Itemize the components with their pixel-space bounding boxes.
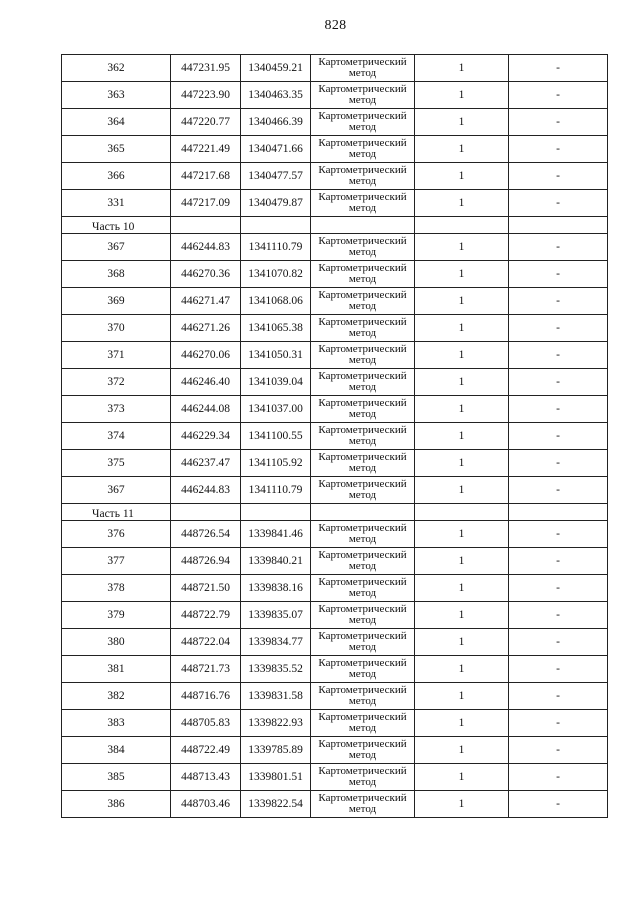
point-number-cell: 371 xyxy=(62,342,171,369)
empty-cell xyxy=(509,217,608,234)
point-number-cell: 366 xyxy=(62,163,171,190)
accuracy-cell: 1 xyxy=(415,683,509,710)
method-text-line2: метод xyxy=(348,749,377,761)
method-cell xyxy=(311,234,415,261)
x-coordinate-cell: 447221.49 xyxy=(171,136,241,163)
table-row xyxy=(62,602,608,629)
x-coordinate-cell: 447231.95 xyxy=(171,55,241,82)
method-cell xyxy=(311,737,415,764)
accuracy-cell: 1 xyxy=(415,396,509,423)
section-label: Часть 10 xyxy=(62,217,171,234)
y-coordinate-cell: 1339834.77 xyxy=(241,629,311,656)
y-coordinate-cell: 1341100.55 xyxy=(241,423,311,450)
x-coordinate-cell: 448705.83 xyxy=(171,710,241,737)
x-coordinate-cell: 446246.40 xyxy=(171,369,241,396)
table-row xyxy=(62,82,608,109)
accuracy-cell: 1 xyxy=(415,477,509,504)
y-coordinate-cell: 1340471.66 xyxy=(241,136,311,163)
description-cell: - xyxy=(509,683,608,710)
point-number-cell: 384 xyxy=(62,737,171,764)
x-coordinate-cell: 446244.83 xyxy=(171,234,241,261)
point-number-cell: 386 xyxy=(62,791,171,818)
point-number-cell: 365 xyxy=(62,136,171,163)
method-cell xyxy=(311,423,415,450)
description-cell: - xyxy=(509,190,608,217)
method-text-line2: метод xyxy=(348,148,377,160)
description-cell: - xyxy=(509,629,608,656)
method-text-line2: метод xyxy=(348,327,377,339)
x-coordinate-cell: 448722.04 xyxy=(171,629,241,656)
table-row xyxy=(62,55,608,82)
method-text-line2: метод xyxy=(348,67,377,79)
table-row xyxy=(62,342,608,369)
x-coordinate-cell: 446237.47 xyxy=(171,450,241,477)
y-coordinate-cell: 1339822.93 xyxy=(241,710,311,737)
accuracy-cell: 1 xyxy=(415,136,509,163)
x-coordinate-cell: 446244.08 xyxy=(171,396,241,423)
accuracy-cell: 1 xyxy=(415,521,509,548)
description-cell: - xyxy=(509,521,608,548)
method-cell xyxy=(311,629,415,656)
method-text-line1: Картометрический xyxy=(318,262,407,274)
table-row xyxy=(62,764,608,791)
description-cell: - xyxy=(509,575,608,602)
table-row xyxy=(62,136,608,163)
empty-cell xyxy=(415,217,509,234)
point-number-cell: 382 xyxy=(62,683,171,710)
x-coordinate-cell: 446271.26 xyxy=(171,315,241,342)
point-number-cell: 372 xyxy=(62,369,171,396)
x-coordinate-cell: 448703.46 xyxy=(171,791,241,818)
x-coordinate-cell: 447223.90 xyxy=(171,82,241,109)
point-number-cell: 381 xyxy=(62,656,171,683)
empty-cell xyxy=(171,217,241,234)
accuracy-cell: 1 xyxy=(415,82,509,109)
method-text-line2: метод xyxy=(348,354,377,366)
method-text-line1: Картометрический xyxy=(318,83,407,95)
accuracy-cell: 1 xyxy=(415,575,509,602)
x-coordinate-cell: 446270.06 xyxy=(171,342,241,369)
point-number-cell: 377 xyxy=(62,548,171,575)
method-cell xyxy=(311,548,415,575)
description-cell: - xyxy=(509,82,608,109)
accuracy-cell: 1 xyxy=(415,163,509,190)
method-text-line1: Картометрический xyxy=(318,576,407,588)
table-row xyxy=(62,190,608,217)
y-coordinate-cell: 1340479.87 xyxy=(241,190,311,217)
method-text-line2: метод xyxy=(348,587,377,599)
accuracy-cell: 1 xyxy=(415,109,509,136)
x-coordinate-cell: 447220.77 xyxy=(171,109,241,136)
method-text-line2: метод xyxy=(348,381,377,393)
section-header-row xyxy=(62,217,608,234)
section-header-row xyxy=(62,504,608,521)
accuracy-cell: 1 xyxy=(415,190,509,217)
empty-cell xyxy=(415,504,509,521)
method-cell xyxy=(311,163,415,190)
method-cell xyxy=(311,55,415,82)
point-number-cell: 368 xyxy=(62,261,171,288)
method-cell xyxy=(311,450,415,477)
x-coordinate-cell: 448713.43 xyxy=(171,764,241,791)
point-number-cell: 373 xyxy=(62,396,171,423)
table-row xyxy=(62,710,608,737)
y-coordinate-cell: 1339835.07 xyxy=(241,602,311,629)
method-cell xyxy=(311,477,415,504)
table-row xyxy=(62,737,608,764)
table-row xyxy=(62,521,608,548)
method-text-line2: метод xyxy=(348,408,377,420)
y-coordinate-cell: 1339822.54 xyxy=(241,791,311,818)
table-row xyxy=(62,548,608,575)
x-coordinate-cell: 448716.76 xyxy=(171,683,241,710)
method-cell xyxy=(311,342,415,369)
section-label: Часть 11 xyxy=(62,504,171,521)
table-row xyxy=(62,477,608,504)
method-text-line2: метод xyxy=(348,273,377,285)
table-row xyxy=(62,575,608,602)
y-coordinate-cell: 1339840.21 xyxy=(241,548,311,575)
description-cell: - xyxy=(509,791,608,818)
method-text-line2: метод xyxy=(348,175,377,187)
y-coordinate-cell: 1340463.35 xyxy=(241,82,311,109)
x-coordinate-cell: 448722.49 xyxy=(171,737,241,764)
description-cell: - xyxy=(509,315,608,342)
description-cell: - xyxy=(509,423,608,450)
method-text-line1: Картометрический xyxy=(318,451,407,463)
method-cell xyxy=(311,109,415,136)
y-coordinate-cell: 1340477.57 xyxy=(241,163,311,190)
empty-cell xyxy=(311,217,415,234)
method-cell xyxy=(311,656,415,683)
x-coordinate-cell: 446244.83 xyxy=(171,477,241,504)
description-cell: - xyxy=(509,548,608,575)
method-text-line1: Картометрический xyxy=(318,316,407,328)
accuracy-cell: 1 xyxy=(415,629,509,656)
table-row xyxy=(62,629,608,656)
accuracy-cell: 1 xyxy=(415,450,509,477)
method-text-line1: Картометрический xyxy=(318,343,407,355)
description-cell: - xyxy=(509,136,608,163)
method-cell xyxy=(311,136,415,163)
method-text-line2: метод xyxy=(348,560,377,572)
method-text-line1: Картометрический xyxy=(318,765,407,777)
method-text-line1: Картометрический xyxy=(318,370,407,382)
method-cell xyxy=(311,764,415,791)
method-text-line2: метод xyxy=(348,803,377,815)
x-coordinate-cell: 448722.79 xyxy=(171,602,241,629)
accuracy-cell: 1 xyxy=(415,55,509,82)
method-cell xyxy=(311,369,415,396)
y-coordinate-cell: 1339785.89 xyxy=(241,737,311,764)
table-row xyxy=(62,423,608,450)
point-number-cell: 363 xyxy=(62,82,171,109)
method-text-line1: Картометрический xyxy=(318,137,407,149)
method-text-line1: Картометрический xyxy=(318,478,407,490)
point-number-cell: 385 xyxy=(62,764,171,791)
method-text-line2: метод xyxy=(348,668,377,680)
empty-cell xyxy=(509,504,608,521)
y-coordinate-cell: 1340466.39 xyxy=(241,109,311,136)
point-number-cell: 383 xyxy=(62,710,171,737)
method-text-line2: метод xyxy=(348,435,377,447)
method-text-line1: Картометрический xyxy=(318,603,407,615)
y-coordinate-cell: 1341070.82 xyxy=(241,261,311,288)
description-cell: - xyxy=(509,234,608,261)
table-row xyxy=(62,656,608,683)
table-row xyxy=(62,450,608,477)
method-text-line1: Картометрический xyxy=(318,110,407,122)
method-text-line2: метод xyxy=(348,94,377,106)
accuracy-cell: 1 xyxy=(415,791,509,818)
table-row xyxy=(62,288,608,315)
empty-cell xyxy=(171,504,241,521)
point-number-cell: 374 xyxy=(62,423,171,450)
description-cell: - xyxy=(509,288,608,315)
table-row xyxy=(62,396,608,423)
point-number-cell: 380 xyxy=(62,629,171,656)
method-text-line2: метод xyxy=(348,300,377,312)
x-coordinate-cell: 448721.50 xyxy=(171,575,241,602)
method-text-line2: метод xyxy=(348,641,377,653)
method-text-line2: метод xyxy=(348,489,377,501)
table-row xyxy=(62,234,608,261)
method-text-line1: Картометрический xyxy=(318,738,407,750)
description-cell: - xyxy=(509,261,608,288)
point-number-cell: 367 xyxy=(62,477,171,504)
table-row xyxy=(62,315,608,342)
x-coordinate-cell: 448726.94 xyxy=(171,548,241,575)
y-coordinate-cell: 1341110.79 xyxy=(241,234,311,261)
y-coordinate-cell: 1341039.04 xyxy=(241,369,311,396)
method-text-line1: Картометрический xyxy=(318,792,407,804)
x-coordinate-cell: 448721.73 xyxy=(171,656,241,683)
y-coordinate-cell: 1341037.00 xyxy=(241,396,311,423)
point-number-cell: 367 xyxy=(62,234,171,261)
method-text-line1: Картометрический xyxy=(318,630,407,642)
x-coordinate-cell: 447217.09 xyxy=(171,190,241,217)
accuracy-cell: 1 xyxy=(415,261,509,288)
method-cell xyxy=(311,683,415,710)
method-text-line2: метод xyxy=(348,533,377,545)
x-coordinate-cell: 448726.54 xyxy=(171,521,241,548)
point-number-cell: 378 xyxy=(62,575,171,602)
description-cell: - xyxy=(509,55,608,82)
x-coordinate-cell: 446271.47 xyxy=(171,288,241,315)
page-number: 828 xyxy=(324,18,347,33)
method-cell xyxy=(311,261,415,288)
point-number-cell: 379 xyxy=(62,602,171,629)
method-text-line1: Картометрический xyxy=(318,657,407,669)
method-text-line1: Картометрический xyxy=(318,549,407,561)
accuracy-cell: 1 xyxy=(415,234,509,261)
method-cell xyxy=(311,288,415,315)
method-text-line1: Картометрический xyxy=(318,424,407,436)
y-coordinate-cell: 1340459.21 xyxy=(241,55,311,82)
method-cell xyxy=(311,521,415,548)
description-cell: - xyxy=(509,342,608,369)
y-coordinate-cell: 1339835.52 xyxy=(241,656,311,683)
y-coordinate-cell: 1339838.16 xyxy=(241,575,311,602)
table-row xyxy=(62,163,608,190)
method-text-line2: метод xyxy=(348,462,377,474)
method-cell xyxy=(311,602,415,629)
empty-cell xyxy=(311,504,415,521)
accuracy-cell: 1 xyxy=(415,602,509,629)
table-row xyxy=(62,369,608,396)
method-cell xyxy=(311,190,415,217)
description-cell: - xyxy=(509,710,608,737)
coordinates-table-body xyxy=(62,55,608,818)
y-coordinate-cell: 1341050.31 xyxy=(241,342,311,369)
method-text-line1: Картометрический xyxy=(318,289,407,301)
description-cell: - xyxy=(509,369,608,396)
method-text-line1: Картометрический xyxy=(318,56,407,68)
empty-cell xyxy=(241,504,311,521)
accuracy-cell: 1 xyxy=(415,369,509,396)
method-text-line2: метод xyxy=(348,614,377,626)
accuracy-cell: 1 xyxy=(415,710,509,737)
y-coordinate-cell: 1341068.06 xyxy=(241,288,311,315)
point-number-cell: 370 xyxy=(62,315,171,342)
accuracy-cell: 1 xyxy=(415,342,509,369)
description-cell: - xyxy=(509,477,608,504)
x-coordinate-cell: 446229.34 xyxy=(171,423,241,450)
y-coordinate-cell: 1339801.51 xyxy=(241,764,311,791)
description-cell: - xyxy=(509,737,608,764)
point-number-cell: 376 xyxy=(62,521,171,548)
accuracy-cell: 1 xyxy=(415,315,509,342)
method-cell xyxy=(311,315,415,342)
accuracy-cell: 1 xyxy=(415,288,509,315)
method-cell xyxy=(311,396,415,423)
y-coordinate-cell: 1339831.58 xyxy=(241,683,311,710)
method-cell xyxy=(311,791,415,818)
accuracy-cell: 1 xyxy=(415,764,509,791)
method-text-line1: Картометрический xyxy=(318,684,407,696)
point-number-cell: 362 xyxy=(62,55,171,82)
method-text-line1: Картометрический xyxy=(318,397,407,409)
empty-cell xyxy=(241,217,311,234)
point-number-cell: 331 xyxy=(62,190,171,217)
accuracy-cell: 1 xyxy=(415,656,509,683)
y-coordinate-cell: 1339841.46 xyxy=(241,521,311,548)
method-text-line2: метод xyxy=(348,202,377,214)
accuracy-cell: 1 xyxy=(415,548,509,575)
table-row xyxy=(62,109,608,136)
y-coordinate-cell: 1341105.92 xyxy=(241,450,311,477)
accuracy-cell: 1 xyxy=(415,737,509,764)
x-coordinate-cell: 447217.68 xyxy=(171,163,241,190)
method-cell xyxy=(311,575,415,602)
method-text-line1: Картометрический xyxy=(318,164,407,176)
description-cell: - xyxy=(509,602,608,629)
point-number-cell: 375 xyxy=(62,450,171,477)
method-text-line2: метод xyxy=(348,246,377,258)
table-row xyxy=(62,683,608,710)
description-cell: - xyxy=(509,450,608,477)
y-coordinate-cell: 1341065.38 xyxy=(241,315,311,342)
point-number-cell: 369 xyxy=(62,288,171,315)
table-row xyxy=(62,261,608,288)
method-text-line2: метод xyxy=(348,121,377,133)
method-text-line1: Картометрический xyxy=(318,522,407,534)
description-cell: - xyxy=(509,109,608,136)
coordinates-table xyxy=(61,54,608,818)
method-text-line1: Картометрический xyxy=(318,711,407,723)
method-text-line1: Картометрический xyxy=(318,235,407,247)
table-row xyxy=(62,791,608,818)
y-coordinate-cell: 1341110.79 xyxy=(241,477,311,504)
method-text-line2: метод xyxy=(348,722,377,734)
method-cell xyxy=(311,710,415,737)
x-coordinate-cell: 446270.36 xyxy=(171,261,241,288)
method-text-line2: метод xyxy=(348,776,377,788)
method-cell xyxy=(311,82,415,109)
method-text-line1: Картометрический xyxy=(318,191,407,203)
description-cell: - xyxy=(509,396,608,423)
description-cell: - xyxy=(509,163,608,190)
method-text-line2: метод xyxy=(348,695,377,707)
accuracy-cell: 1 xyxy=(415,423,509,450)
point-number-cell: 364 xyxy=(62,109,171,136)
description-cell: - xyxy=(509,656,608,683)
description-cell: - xyxy=(509,764,608,791)
